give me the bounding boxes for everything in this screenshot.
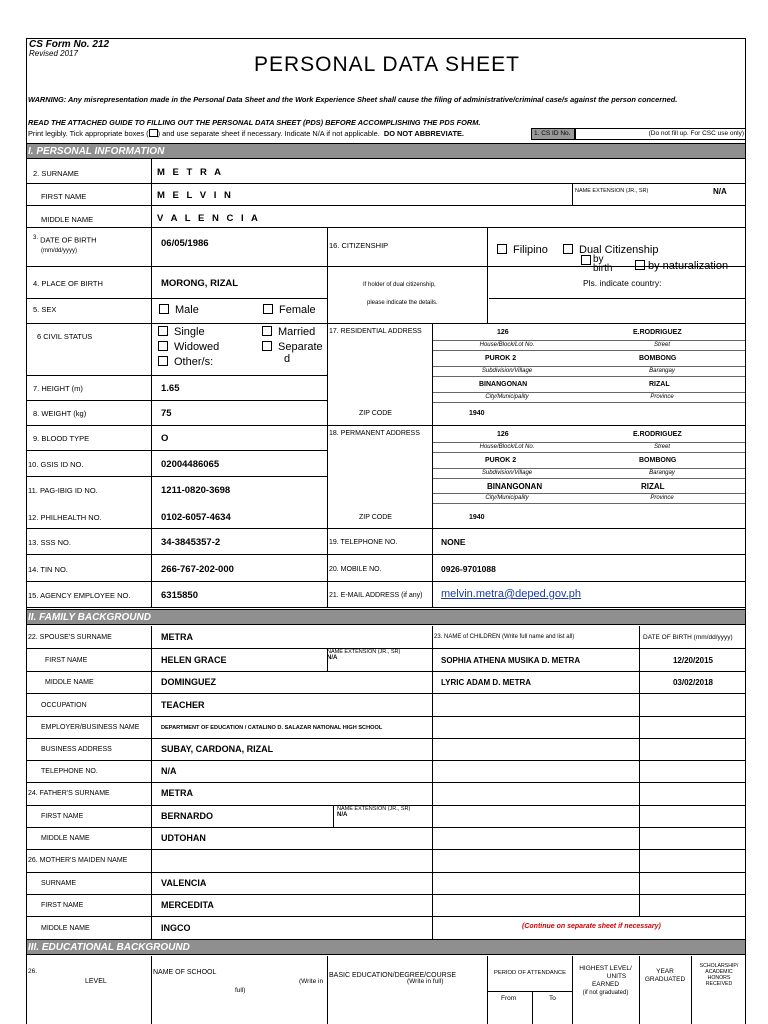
civil-status-label: 6 CIVIL STATUS [37, 332, 93, 341]
sss-label: 13. SSS NO. [28, 538, 71, 547]
spouse-first-value: HELEN GRACE [161, 655, 227, 665]
perm-subdivision-value: PUROK 2 [485, 457, 517, 464]
pagibig-value: 1211-0820-3698 [161, 485, 231, 496]
surname-value: M E T R A [157, 167, 224, 178]
warning-text: WARNING: Any misrepresentation made in the Personal Data Sheet and the Work Experience Sheet shall cause the filing of administrative/criminal case/s against the person concerned. [28, 95, 678, 104]
sss-value: 34-3845357-2 [161, 537, 221, 548]
civil-single-checkbox[interactable]: Single [158, 326, 205, 338]
edu-school-header: NAME OF SCHOOL [153, 969, 217, 976]
page-title: PERSONAL DATA SHEET [253, 53, 520, 76]
father-ext-value: N/A [337, 812, 348, 818]
philhealth-value: 0102-6057-4634 [161, 512, 231, 523]
email-link[interactable]: melvin.metra@deped.gov.ph [441, 588, 581, 600]
dual-note-1: If holder of dual citizenship, [363, 282, 436, 288]
occupation-label: OCCUPATION [41, 702, 87, 709]
gsis-label: 10. GSIS ID NO. [28, 460, 84, 469]
dob-value: 06/05/1986 [161, 238, 209, 249]
name-extension-value: N/A [713, 187, 727, 196]
philhealth-label: 12. PHILHEALTH NO. [28, 513, 102, 522]
read-guide-text: READ THE ATTACHED GUIDE TO FILLING OUT THE PERSONAL DATA SHEET (PDS) BEFORE ACCOMPLISHING THE PDS FORM. [28, 118, 481, 127]
print-note: Print legibly. Tick appropriate boxes ( ) and use separate sheet if necessary. Indicate N/A if not applicable. DO NOT ABBREVIATE. [28, 129, 464, 138]
mother-middle-value: INGCO [161, 923, 191, 933]
spouse-middle-value: DOMINGUEZ [161, 677, 216, 687]
pagibig-label: 11. PAG-IBIG ID NO. [28, 486, 98, 495]
sex-female-checkbox[interactable]: Female [263, 304, 316, 316]
spouse-surname-value: METRA [161, 632, 193, 642]
edu-level-header: LEVEL [85, 978, 107, 985]
res-province-value: RIZAL [649, 381, 670, 388]
pds-sheet [26, 38, 746, 1024]
perm-zip-label: ZIP CODE [359, 514, 392, 521]
place-of-birth-value: MORONG, RIZAL [161, 278, 239, 289]
edu-highest-header: HIGHEST LEVEL/ UNITS EARNED (if not graduated) [579, 965, 632, 996]
child-dob: 12/20/2015 [672, 656, 714, 665]
res-subdivision-caption: Subdivision/Village [481, 368, 533, 374]
civil-separated-wrap: d [284, 353, 291, 365]
perm-province-value: RIZAL [641, 482, 665, 491]
section-family-background: II. FAMILY BACKGROUND [27, 609, 746, 625]
employer-label: EMPLOYER/BUSINESS NAME [41, 724, 140, 731]
citizenship-filipino-checkbox[interactable]: Filipino [497, 244, 548, 256]
height-value: 1.65 [161, 383, 180, 394]
res-barangay-caption: Barangay [649, 368, 675, 374]
tin-label: 14. TIN NO. [28, 565, 68, 574]
business-address-label: BUSINESS ADDRESS [41, 746, 112, 753]
res-street-caption: Street [653, 342, 670, 348]
civil-married-checkbox[interactable]: Married [262, 326, 315, 338]
perm-city-value: BINANGONAN [487, 482, 543, 491]
edu-from-header: From [501, 995, 517, 1002]
sex-male-checkbox[interactable]: Male [159, 304, 199, 316]
continue-note: (Continue on separate sheet if necessary) [522, 923, 661, 930]
business-address-value: SUBAY, CARDONA, RIZAL [161, 744, 274, 754]
dual-note-2: please indicate the details. [367, 300, 438, 306]
blood-type-label: 9. BLOOD TYPE [33, 434, 90, 443]
father-surname-label: 24. FATHER'S SURNAME [28, 790, 110, 797]
edu-degree-write: (Write in full) [407, 978, 444, 985]
father-surname-value: METRA [161, 788, 193, 798]
place-of-birth-label: 4. PLACE OF BIRTH [33, 279, 103, 288]
father-middle-label: MIDDLE NAME [41, 835, 90, 842]
civil-other-checkbox[interactable]: Other/s: [158, 356, 213, 368]
agency-value: 6315850 [161, 590, 198, 601]
perm-barangay-caption: Barangay [649, 470, 675, 476]
name-extension-label: NAME EXTENSION (JR., SR) [575, 188, 649, 194]
mother-surname-value: VALENCIA [161, 878, 207, 888]
civil-status-options [152, 324, 327, 374]
spouse-surname-label: 22. SPOUSE'S SURNAME [28, 634, 112, 641]
first-name-value: M E L V I N [157, 190, 234, 201]
surname-label: 2. SURNAME [33, 169, 79, 178]
citizenship-by-birth-checkbox[interactable]: by birth [581, 255, 612, 273]
edu-year-header: YEAR GRADUATED [644, 968, 686, 983]
first-name-label: FIRST NAME [41, 192, 87, 201]
res-province-caption: Province [650, 394, 674, 400]
cs-id-label: 1. CS ID No. [531, 128, 575, 140]
form-revision: Revised 2017 [29, 49, 78, 58]
perm-street-value: E.RODRIGUEZ [633, 431, 682, 438]
weight-label: 8. WEIGHT (kg) [33, 409, 87, 418]
middle-name-value: V A L E N C I A [157, 213, 261, 224]
res-city-value: BINANGONAN [479, 381, 528, 388]
res-house-value: 126 [497, 329, 509, 336]
res-zip-value: 1940 [469, 410, 485, 417]
child-dob: 03/02/2018 [672, 678, 714, 687]
tin-value: 266-767-202-000 [161, 564, 234, 575]
father-first-label: FIRST NAME [41, 813, 84, 820]
perm-street-caption: Street [653, 444, 670, 450]
father-ext-label: NAME EXTENSION (JR., SR) [337, 806, 411, 812]
perm-subdivision-caption: Subdivision/Village [481, 470, 533, 476]
spouse-ext-label: NAME EXTENSION (JR., SR) [327, 649, 401, 655]
civil-separated-checkbox[interactable]: Separate [262, 341, 323, 353]
perm-zip-value: 1940 [469, 514, 485, 521]
edu-degree-header: BASIC EDUCATION/DEGREE/COURSE [329, 972, 457, 979]
mother-maiden-label: 26. MOTHER'S MAIDEN NAME [28, 857, 128, 864]
spouse-ext-value: N/A [327, 655, 338, 661]
agency-label: 15. AGENCY EMPLOYEE NO. [28, 591, 131, 600]
mother-first-value: MERCEDITA [161, 900, 214, 910]
mother-surname-label: SURNAME [41, 880, 77, 887]
perm-province-caption: Province [650, 495, 674, 501]
mother-middle-label: MIDDLE NAME [41, 925, 90, 932]
citizenship-label: 16. CITIZENSHIP [329, 241, 389, 250]
res-barangay-value: BOMBONG [639, 355, 677, 362]
cs-id-field[interactable]: (Do not fill up. For CSC use only) [575, 128, 746, 140]
children-dob-label: DATE OF BIRTH (mm/dd/yyyy) [643, 634, 733, 641]
res-zip-label: ZIP CODE [359, 410, 392, 417]
edu-school-full: full) [235, 987, 246, 994]
children-label: 23. NAME of CHILDREN (Write full name and list all) [434, 634, 575, 640]
spouse-telephone-value: N/A [161, 766, 177, 776]
res-subdivision-value: PUROK 2 [485, 355, 517, 362]
weight-value: 75 [161, 408, 172, 419]
form-number: CS Form No. 212 [29, 39, 110, 50]
edu-scholarship-header: SCHOLARSHIP/ ACADEMIC HONORS RECEIVED [699, 963, 739, 987]
section-personal-information: I. PERSONAL INFORMATION [27, 143, 746, 159]
spouse-first-label: FIRST NAME [45, 657, 88, 664]
res-house-caption: House/Block/Lot No. [479, 342, 535, 348]
perm-house-caption: House/Block/Lot No. [479, 444, 535, 450]
mother-first-label: FIRST NAME [41, 902, 84, 909]
edu-to-header: To [549, 995, 556, 1002]
perm-city-caption: City/Municipality [485, 495, 529, 501]
residential-address-label: 17. RESIDENTIAL ADDRESS [329, 328, 422, 335]
edu-num: 26. [28, 968, 38, 975]
citizenship-dual-checkbox[interactable]: Dual Citizenship [563, 244, 658, 256]
mobile-value: 0926-9701088 [441, 564, 496, 574]
spouse-telephone-label: TELEPHONE NO. [41, 768, 98, 775]
father-middle-value: UDTOHAN [161, 833, 206, 843]
child-name: LYRIC ADAM D. METRA [441, 678, 532, 687]
perm-house-value: 126 [497, 431, 509, 438]
middle-name-label: MIDDLE NAME [41, 215, 94, 224]
country-label: Pls. indicate country: [583, 278, 662, 288]
gsis-value: 02004486065 [161, 459, 220, 470]
telephone-label: 19. TELEPHONE NO. [329, 539, 398, 546]
email-label: 21. E-MAIL ADDRESS (if any) [329, 592, 423, 599]
edu-school-write: (Write in [299, 978, 324, 985]
mobile-label: 20. MOBILE NO. [329, 566, 382, 573]
tick-box-icon [149, 129, 158, 137]
occupation-value: TEACHER [161, 700, 205, 710]
res-street-value: E.RODRIGUEZ [633, 329, 682, 336]
employer-value: DEPARTMENT OF EDUCATION / CATALINO D. SALAZAR NATIONAL HIGH SCHOOL [161, 725, 383, 731]
spouse-middle-label: MIDDLE NAME [45, 679, 94, 686]
dob-label: $^{3.}$ DATE OF BIRTH (mm/dd/yyyy) [33, 235, 97, 254]
res-city-caption: City/Municipality [485, 394, 529, 400]
sex-label: 5. SEX [33, 305, 57, 314]
edu-period-header: PERIOD OF ATTENDANCE [493, 970, 567, 976]
citizenship-naturalization-checkbox[interactable]: by naturalization [635, 260, 728, 272]
height-label: 7. HEIGHT (m) [33, 384, 83, 393]
child-name: SOPHIA ATHENA MUSIKA D. METRA [441, 656, 581, 665]
perm-barangay-value: BOMBONG [639, 457, 677, 464]
telephone-value: NONE [441, 537, 466, 547]
permanent-address-label: 18. PERMANENT ADDRESS [329, 430, 420, 437]
blood-type-value: O [161, 433, 169, 444]
civil-widowed-checkbox[interactable]: Widowed [158, 341, 219, 353]
father-first-value: BERNARDO [161, 811, 214, 821]
section-educational-background: III. EDUCATIONAL BACKGROUND [27, 939, 746, 955]
